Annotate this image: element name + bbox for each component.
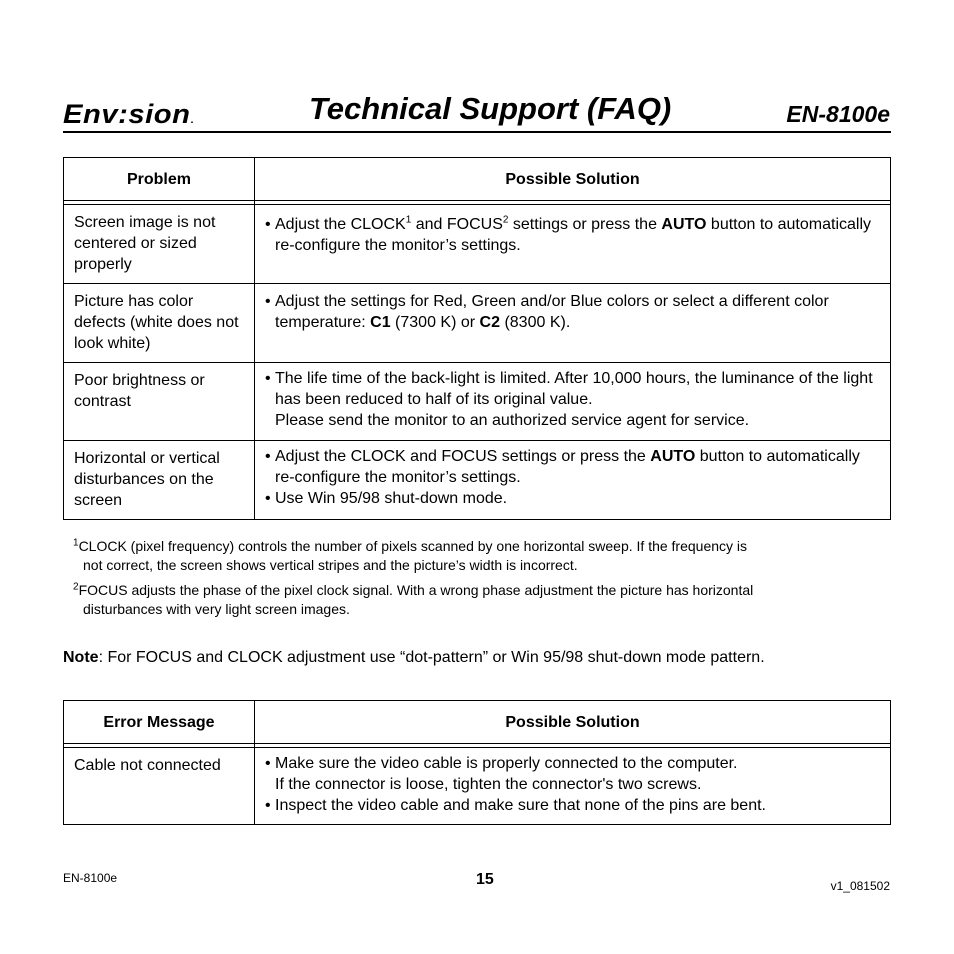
solution-column-header: Possible Solution: [255, 158, 891, 201]
problem-cell: Picture has color defects (white does not look white): [64, 284, 255, 363]
footnote: $^1$CLOCK (pixel frequency) controls the number of pixels scanned by one horizontal sweep. If the frequency is not correct, the screen shows vertical stripes and the picture’s width is incorrect.: [73, 537, 748, 573]
table-row: [64, 284, 891, 363]
footnote: $^2$FOCUS adjusts the phase of the pixel clock signal. With a wrong phase adjustment the picture has horizontal disturbances with very light screen images.: [73, 581, 754, 617]
footer-model: EN-8100e: [63, 871, 118, 885]
model-name: EN-8100e: [786, 101, 890, 127]
error-table: [63, 700, 891, 825]
solution-cell: [255, 748, 891, 825]
solution-continuation: If the connector is loose, tighten the connector's two screws.: [275, 776, 702, 793]
solution-cell: [255, 441, 891, 520]
error-cell: Cable not connected: [64, 748, 255, 825]
solution-bullet: • Adjust the CLOCK and FOCUS settings or press the AUTO button to automatically re-configure the monitor’s settings.: [265, 448, 860, 486]
logo-mark: .: [190, 115, 195, 126]
solution-bullet: • Adjust the CLOCK$^1$ and FOCUS$^2$ settings or press the AUTO button to automatically re-configure the monitor’s settings.: [265, 214, 872, 254]
header-rule: [63, 131, 891, 133]
error-column-header: Error Message: [64, 701, 255, 744]
problem-cell: Screen image is not centered or sized properly: [64, 205, 255, 284]
solution-column-header: Possible Solution: [255, 701, 891, 744]
page-title: Technical Support (FAQ): [309, 91, 672, 126]
footnote-number: 2: [73, 581, 79, 593]
faq-header-row: [64, 158, 891, 201]
table-row: [64, 748, 891, 825]
error-header-row: [64, 701, 891, 744]
solution-bullet: • Use Win 95/98 shut-down mode.: [265, 490, 508, 507]
solution-bullet: • Adjust the settings for Red, Green and/or Blue colors or select a different color temperature: C1 (7300 K) or C2 (8300 K).: [265, 293, 829, 331]
solution-cell: [255, 363, 891, 441]
table-row: [64, 205, 891, 284]
problem-cell: Poor brightness or contrast: [64, 363, 255, 441]
solution-bullet: • Inspect the video cable and make sure that none of the pins are bent.: [265, 797, 766, 814]
footer-version: v1_081502: [830, 879, 890, 893]
solution-bullet: • Make sure the video cable is properly connected to the computer.: [265, 755, 738, 772]
solution-bullet: • The life time of the back-light is limited. After 10,000 hours, the luminance of the light has been reduced to half of its original value.: [265, 370, 873, 408]
page-number: 15: [476, 871, 494, 888]
table-row: [64, 441, 891, 520]
logo-text: Env:sion: [63, 99, 191, 129]
faq-table: [63, 157, 891, 520]
problem-cell: Horizontal or vertical disturbances on the screen: [64, 441, 255, 520]
note-text: Note: For FOCUS and CLOCK adjustment use “dot-pattern” or Win 95/98 shut-down mode pattern.: [63, 649, 765, 666]
table-row: [64, 363, 891, 441]
solution-continuation: Please send the monitor to an authorized service agent for service.: [275, 412, 750, 429]
problem-column-header: Problem: [64, 158, 255, 201]
footnotes: [73, 537, 873, 625]
solution-cell: [255, 205, 891, 284]
footnote-number: 1: [73, 537, 79, 549]
solution-cell: [255, 284, 891, 363]
